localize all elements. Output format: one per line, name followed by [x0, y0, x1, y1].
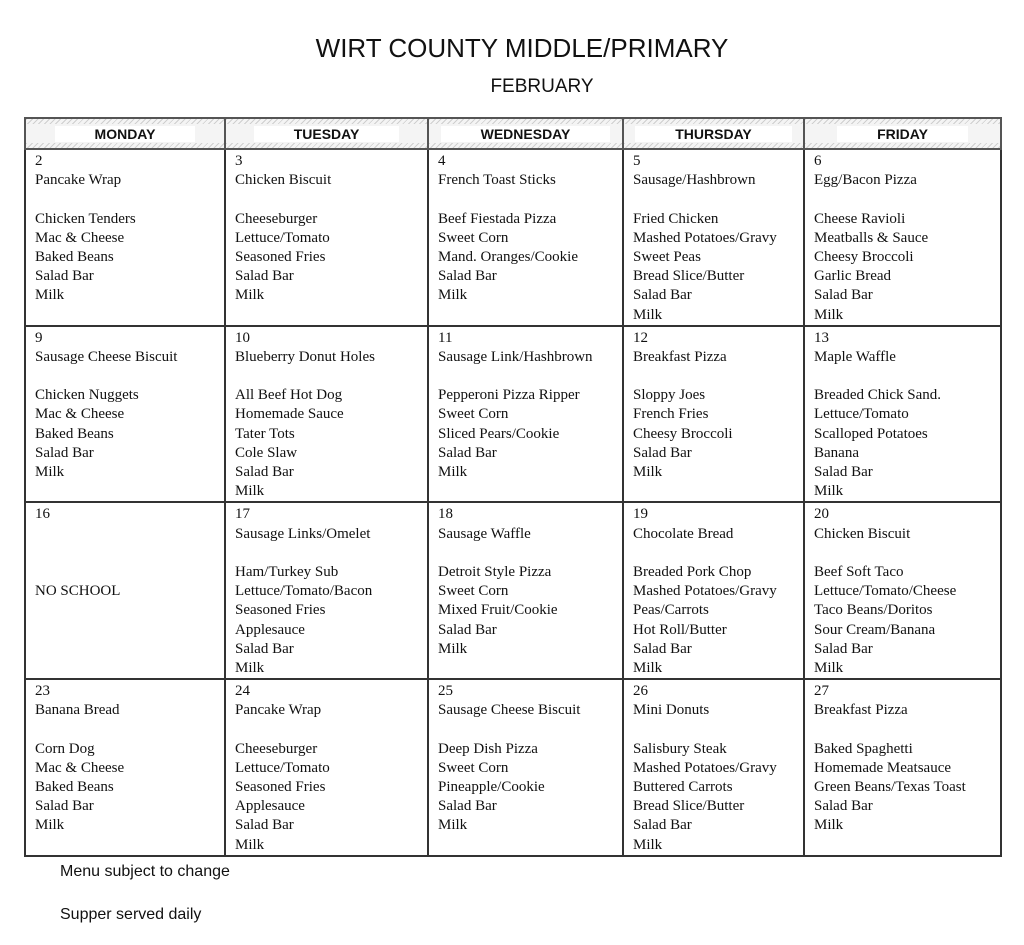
- lunch-item: Salad Bar: [438, 268, 497, 285]
- breakfast-item: Egg/Bacon Pizza: [814, 172, 917, 189]
- day-cell: [225, 149, 428, 326]
- lunch-item: Ham/Turkey Sub: [235, 563, 339, 580]
- lunch-item: Mac & Cheese: [35, 759, 125, 776]
- lunch-item: Homemade Meatsauce: [814, 759, 952, 776]
- weekday-header-wednesday: [428, 118, 623, 149]
- lunch-item: Milk: [35, 464, 65, 480]
- day-number: 25: [438, 683, 453, 700]
- lunch-item: Fried Chicken: [633, 210, 719, 227]
- meal-spacer: [633, 190, 803, 209]
- menu-title: WIRT COUNTY MIDDLE/PRIMARY: [315, 33, 729, 63]
- day-number: 2: [35, 153, 43, 169]
- lunch-item: Mashed Potatoes/Gravy: [633, 229, 777, 246]
- week-row: [25, 502, 1001, 679]
- lunch-item: Milk: [35, 287, 65, 304]
- lunch-item: Salad Bar: [235, 464, 294, 480]
- breakfast-item: Chicken Biscuit: [235, 172, 332, 189]
- lunch-item: Bread Slice/Butter: [633, 798, 745, 815]
- breakfast-item: Sausage Cheese Biscuit: [35, 348, 178, 365]
- lunch-item: Milk: [633, 464, 663, 480]
- lunch-item: Salad Bar: [235, 268, 294, 285]
- lunch-item: Milk: [633, 836, 663, 853]
- lunch-item: All Beef Hot Dog: [235, 387, 343, 404]
- lunch-item: Sweet Corn: [438, 759, 509, 776]
- weekday-label: THURSDAY: [635, 126, 792, 142]
- lunch-item: Milk: [814, 817, 844, 834]
- meal-spacer: [814, 190, 1000, 209]
- meal-spacer: [35, 544, 224, 563]
- breakfast-item: Chocolate Bread: [633, 525, 734, 542]
- breakfast-item: Sausage Links/Omelet: [235, 525, 371, 542]
- day-number: 9: [35, 329, 43, 346]
- meal-spacer: [633, 367, 803, 386]
- day-cell: [623, 149, 804, 326]
- lunch-item: Seasoned Fries: [235, 602, 326, 619]
- breakfast-item: Sausage Cheese Biscuit: [438, 702, 581, 719]
- lunch-item: Salad Bar: [814, 640, 873, 657]
- lunch-item: Bread Slice/Butter: [633, 268, 745, 285]
- menu-month: FEBRUARY: [490, 76, 594, 97]
- day-cell: [804, 149, 1001, 326]
- meal-spacer: [633, 720, 803, 739]
- supper-note: Supper served daily: [60, 906, 202, 923]
- lunch-item: Pepperoni Pizza Ripper: [438, 387, 580, 404]
- lunch-item: Milk: [235, 483, 265, 500]
- week-row: [25, 149, 1001, 326]
- lunch-item: Milk: [814, 659, 844, 676]
- day-cell: [428, 149, 623, 326]
- breakfast-item: Sausage Waffle: [438, 525, 531, 542]
- lunch-item: Milk: [235, 836, 265, 853]
- meal-spacer: [235, 367, 427, 386]
- meal-spacer: [814, 367, 1000, 386]
- meal-spacer: [235, 720, 427, 739]
- weekday-label: TUESDAY: [254, 126, 400, 142]
- day-number: 20: [814, 506, 829, 523]
- lunch-item: Beef Soft Taco: [814, 563, 904, 580]
- lunch-item: Baked Beans: [35, 779, 114, 795]
- day-cell: [623, 326, 804, 503]
- lunch-item: Sloppy Joes: [633, 387, 706, 404]
- lunch-item: Sweet Peas: [633, 248, 701, 265]
- lunch-item: Milk: [814, 483, 844, 500]
- day-number: 13: [814, 329, 829, 346]
- lunch-item: Detroit Style Pizza: [438, 563, 552, 580]
- weekday-header-friday: [804, 118, 1001, 149]
- day-number: 16: [35, 506, 50, 523]
- lunch-item: Mac & Cheese: [35, 406, 125, 423]
- day-cell: [225, 502, 428, 679]
- meal-spacer: [438, 190, 622, 209]
- day-number: 17: [235, 506, 250, 523]
- lunch-item: Buttered Carrots: [633, 779, 733, 795]
- day-number: 23: [35, 683, 50, 700]
- lunch-item: Breaded Chick Sand.: [814, 387, 942, 404]
- lunch-item: Lettuce/Tomato: [235, 759, 330, 776]
- lunch-item: Sweet Corn: [438, 229, 509, 246]
- meal-spacer: [814, 720, 1000, 739]
- meal-spacer: [438, 367, 622, 386]
- day-cell: [428, 326, 623, 503]
- lunch-item: Milk: [814, 306, 844, 323]
- day-number: 24: [235, 683, 250, 700]
- meal-spacer: [633, 544, 803, 563]
- lunch-item: Salad Bar: [235, 817, 294, 834]
- lunch-item: Lettuce/Tomato/Cheese: [814, 583, 957, 600]
- day-number: 27: [814, 683, 829, 700]
- lunch-item: Baked Beans: [35, 248, 114, 265]
- lunch-item: Milk: [35, 817, 65, 834]
- day-number: 12: [633, 329, 648, 346]
- weekday-label: FRIDAY: [837, 126, 968, 142]
- lunch-item: Mixed Fruit/Cookie: [438, 602, 558, 619]
- meal-spacer: [35, 190, 224, 209]
- lunch-item: Sour Cream/Banana: [814, 621, 936, 638]
- lunch-item: Garlic Bread: [814, 268, 892, 285]
- lunch-item: Mand. Oranges/Cookie: [438, 248, 578, 265]
- lunch-item: Mashed Potatoes/Gravy: [633, 583, 777, 600]
- weekday-header-thursday: [623, 118, 804, 149]
- weekday-header-tuesday: [225, 118, 428, 149]
- day-cell: [428, 502, 623, 679]
- day-number: 19: [633, 506, 648, 523]
- lunch-item: Salad Bar: [633, 640, 692, 657]
- day-cell: [25, 679, 225, 856]
- lunch-item: Sweet Corn: [438, 583, 509, 600]
- lunch-item: Baked Beans: [35, 425, 114, 442]
- lunch-item: Salad Bar: [814, 464, 873, 480]
- lunch-item: Salad Bar: [438, 444, 497, 461]
- lunch-item: Hot Roll/Butter: [633, 621, 727, 638]
- lunch-item: Milk: [633, 306, 663, 323]
- lunch-item: Tater Tots: [235, 425, 295, 442]
- lunch-item: French Fries: [633, 406, 709, 423]
- lunch-item: Salad Bar: [814, 287, 873, 304]
- lunch-item: Chicken Tenders: [35, 210, 136, 227]
- lunch-item: Seasoned Fries: [235, 248, 326, 265]
- lunch-item: Salad Bar: [35, 798, 94, 815]
- weekday-header-row: [25, 118, 1001, 149]
- week-row: [25, 679, 1001, 856]
- lunch-item: Breaded Pork Chop: [633, 563, 752, 580]
- lunch-item: Deep Dish Pizza: [438, 740, 538, 757]
- lunch-item: Meatballs & Sauce: [814, 229, 929, 246]
- lunch-item: Lettuce/Tomato: [235, 229, 330, 246]
- lunch-item: Applesauce: [235, 798, 305, 815]
- lunch-item: Banana: [814, 444, 859, 461]
- lunch-item: Corn Dog: [35, 740, 95, 757]
- day-number: 6: [814, 153, 822, 169]
- day-cell: [25, 149, 225, 326]
- day-number: 3: [235, 153, 243, 169]
- lunch-item: Sweet Corn: [438, 406, 509, 423]
- breakfast-item: Breakfast Pizza: [633, 348, 727, 365]
- day-cell: [623, 502, 804, 679]
- lunch-item: Taco Beans/Doritos: [814, 602, 933, 619]
- day-cell: [225, 679, 428, 856]
- meal-spacer: [35, 367, 224, 386]
- lunch-item: Pineapple/Cookie: [438, 779, 545, 795]
- lunch-item: Salad Bar: [633, 444, 692, 461]
- meal-spacer: [35, 720, 224, 739]
- day-number: 5: [633, 153, 641, 169]
- lunch-item: Salad Bar: [35, 268, 94, 285]
- lunch-item: Homemade Sauce: [235, 406, 344, 423]
- weekday-label: WEDNESDAY: [441, 126, 611, 142]
- breakfast-item: [35, 525, 224, 544]
- lunch-item: Seasoned Fries: [235, 779, 326, 795]
- meal-spacer: [235, 190, 427, 209]
- breakfast-item: Maple Waffle: [814, 348, 896, 365]
- lunch-item: [35, 563, 224, 582]
- breakfast-item: Pancake Wrap: [235, 702, 322, 719]
- week-row: [25, 326, 1001, 503]
- day-cell: [804, 502, 1001, 679]
- day-cell: [25, 326, 225, 503]
- breakfast-item: Banana Bread: [35, 702, 120, 719]
- day-number: 4: [438, 153, 446, 169]
- lunch-item: Milk: [235, 659, 265, 676]
- breakfast-item: Mini Donuts: [633, 702, 710, 719]
- day-number: 11: [438, 329, 453, 346]
- day-number: 10: [235, 329, 250, 346]
- lunch-item: Salad Bar: [438, 798, 497, 815]
- breakfast-item: French Toast Sticks: [438, 172, 556, 189]
- lunch-item: Salad Bar: [235, 640, 294, 657]
- lunch-item: Salad Bar: [438, 621, 497, 638]
- lunch-item: Mac & Cheese: [35, 229, 125, 246]
- lunch-item: NO SCHOOL: [35, 583, 121, 600]
- lunch-item: Salad Bar: [633, 817, 692, 834]
- lunch-item: Peas/Carrots: [633, 602, 709, 619]
- weekday-header-monday: [25, 118, 225, 149]
- lunch-item: Mashed Potatoes/Gravy: [633, 759, 777, 776]
- lunch-item: Cheeseburger: [235, 210, 318, 227]
- lunch-item: Salisbury Steak: [633, 740, 727, 757]
- breakfast-item: Chicken Biscuit: [814, 525, 911, 542]
- breakfast-item: Blueberry Donut Holes: [235, 348, 375, 365]
- lunch-item: Salad Bar: [633, 287, 692, 304]
- day-cell: [623, 679, 804, 856]
- meal-spacer: [814, 544, 1000, 563]
- day-number: 26: [633, 683, 648, 700]
- lunch-item: Chicken Nuggets: [35, 387, 139, 404]
- breakfast-item: Breakfast Pizza: [814, 702, 908, 719]
- day-cell: [428, 679, 623, 856]
- day-cell: [25, 502, 225, 679]
- lunch-item: Beef Fiestada Pizza: [438, 210, 557, 227]
- lunch-item: Salad Bar: [35, 444, 94, 461]
- lunch-item: Milk: [438, 287, 468, 304]
- lunch-item: Lettuce/Tomato/Bacon: [235, 583, 373, 600]
- lunch-item: Salad Bar: [814, 798, 873, 815]
- lunch-item: Cheesy Broccoli: [814, 248, 914, 265]
- lunch-item: Green Beans/Texas Toast: [814, 779, 966, 795]
- meal-spacer: [438, 720, 622, 739]
- lunch-item: Applesauce: [235, 621, 305, 638]
- lunch-item: Lettuce/Tomato: [814, 406, 909, 423]
- meal-spacer: [438, 544, 622, 563]
- lunch-menu-calendar: [24, 117, 1002, 857]
- lunch-item: Milk: [633, 659, 663, 676]
- lunch-item: Cole Slaw: [235, 444, 298, 461]
- breakfast-item: Pancake Wrap: [35, 172, 122, 189]
- day-cell: [225, 326, 428, 503]
- lunch-item: Cheeseburger: [235, 740, 318, 757]
- lunch-item: Scalloped Potatoes: [814, 425, 928, 442]
- lunch-item: Milk: [438, 817, 468, 834]
- lunch-item: Sliced Pears/Cookie: [438, 425, 560, 442]
- lunch-item: Baked Spaghetti: [814, 740, 913, 757]
- lunch-item: Cheesy Broccoli: [633, 425, 733, 442]
- lunch-item: Cheese Ravioli: [814, 210, 906, 227]
- day-cell: [804, 326, 1001, 503]
- lunch-item: Milk: [438, 640, 468, 657]
- lunch-item: Milk: [438, 464, 468, 480]
- lunch-item: Milk: [235, 287, 265, 304]
- day-number: 18: [438, 506, 453, 523]
- breakfast-item: Sausage Link/Hashbrown: [438, 348, 593, 365]
- meal-spacer: [235, 544, 427, 563]
- breakfast-item: Sausage/Hashbrown: [633, 172, 756, 189]
- weekday-label: MONDAY: [55, 126, 196, 142]
- day-cell: [804, 679, 1001, 856]
- menu-change-note: Menu subject to change: [60, 863, 230, 880]
- menu-weeks: [25, 149, 1001, 856]
